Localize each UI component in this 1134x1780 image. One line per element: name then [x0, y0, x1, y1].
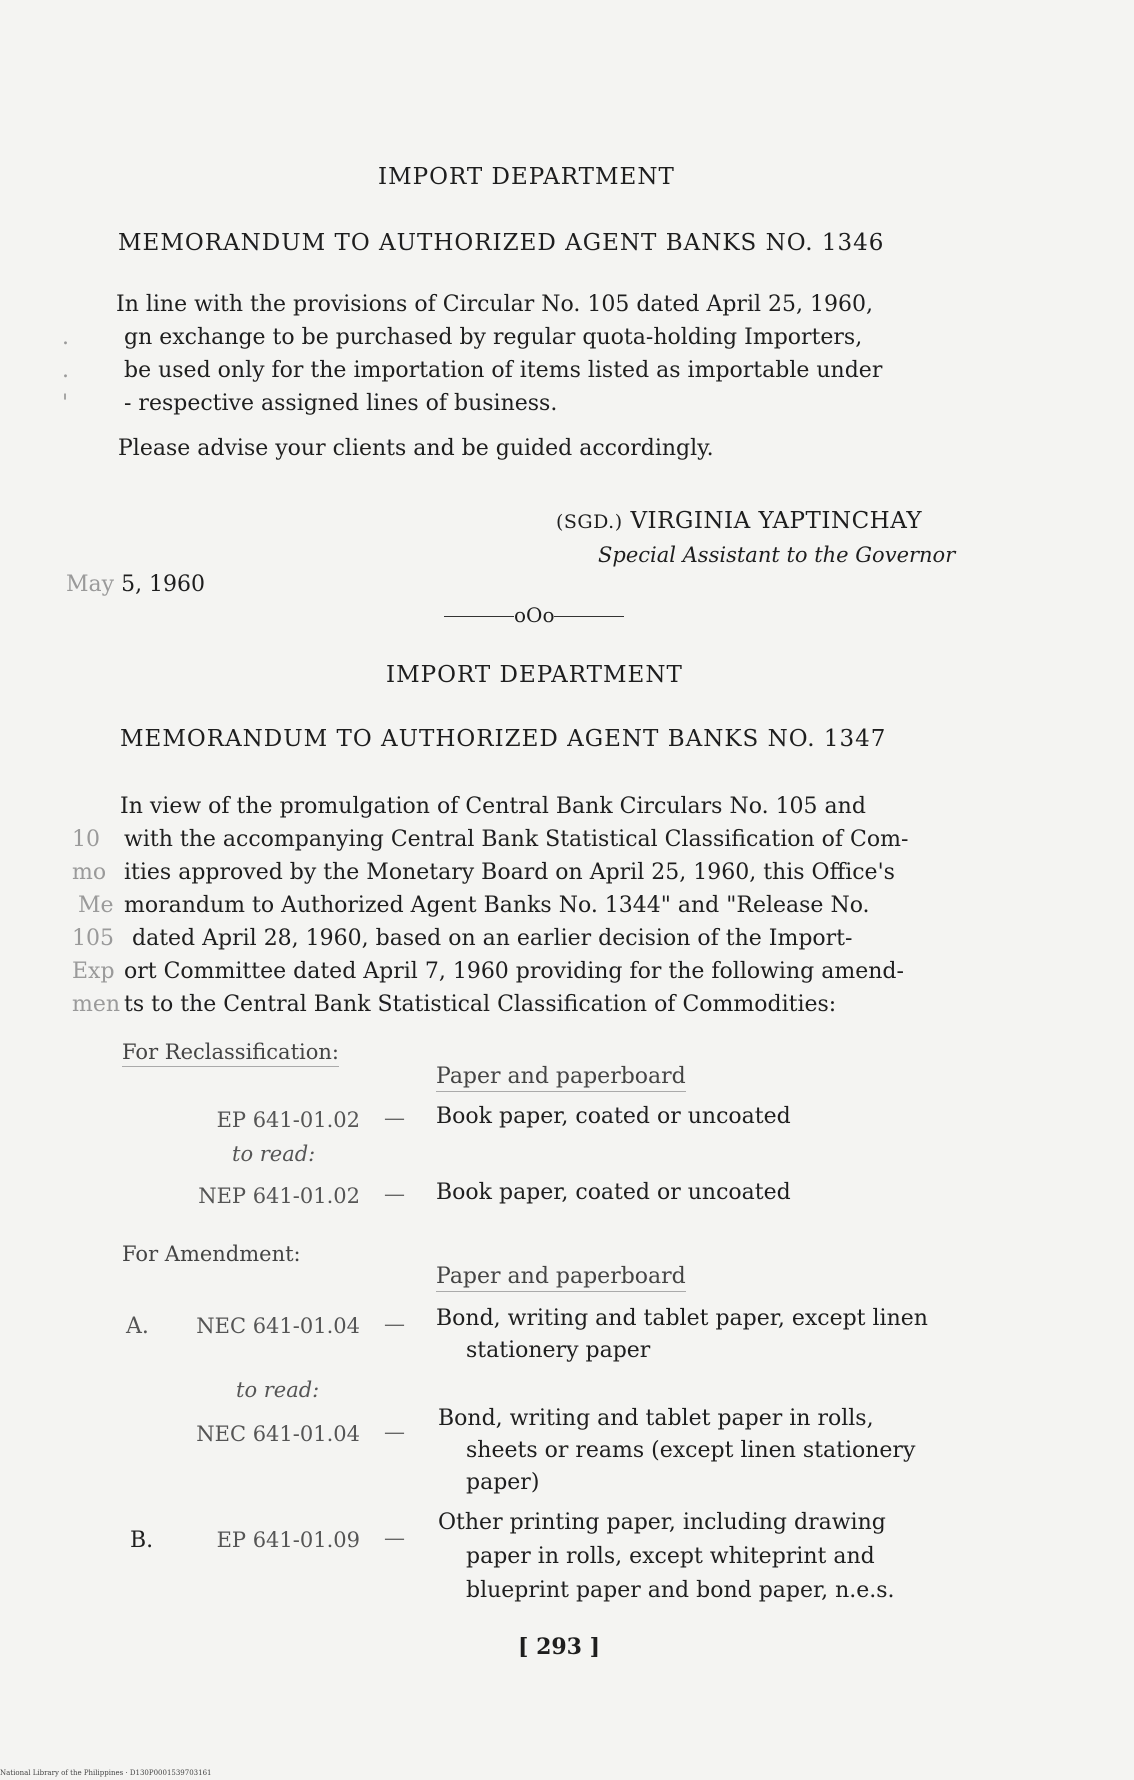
signatory-name: VIRGINIA YAPTINCHAY [630, 508, 923, 534]
amend-group [436, 1264, 686, 1289]
reclass-code-old: EP 641-01.02 [216, 1108, 360, 1132]
dash: — [384, 1526, 405, 1550]
memo1-signature [556, 508, 922, 534]
separator-mark: oOo [514, 603, 555, 627]
memo1-body [0, 288, 1134, 428]
item-a-new-desc-line: sheets or reams (except linen stationery [466, 1438, 916, 1463]
reclass-desc-new: Book paper, coated or uncoated [436, 1180, 791, 1205]
reclass-desc-old: Book paper, coated or uncoated [436, 1104, 791, 1129]
memo2-title: MEMORANDUM TO AUTHORIZED AGENT BANKS NO. 1347 [120, 726, 887, 752]
amendment-label: For Amendment: [122, 1242, 301, 1266]
reclass-to-read: to read: [232, 1142, 316, 1166]
scan-footer: National Library of the Philippines · D130P0001539703161 [0, 1769, 212, 1777]
memo1-body-line: be used only for the importation of items listed as importable under [124, 358, 883, 383]
memo2-body-prefix: Exp [72, 959, 115, 984]
memo2-body-prefix: 105 [72, 926, 114, 951]
memo2-body-line: ts to the Central Bank Statistical Classification of Commodities: [124, 992, 837, 1017]
item-b-desc-line: Other printing paper, including drawing [438, 1510, 886, 1535]
page-number: [ 293 ] [518, 1634, 601, 1660]
signatory-title: Special Assistant to the Governor [598, 543, 956, 567]
memo2-body-line: In view of the promulgation of Central Bank Circulars No. 105 and [120, 794, 866, 819]
reclass-code-new: NEP 641-01.02 [198, 1184, 360, 1208]
item-a-code: NEC 641-01.04 [196, 1314, 360, 1338]
memo2-body-line: dated April 28, 1960, based on an earlier decision of the Import- [132, 926, 853, 951]
memo1-body-prefix: . [62, 358, 69, 383]
memo2-body-prefix: 10 [72, 827, 100, 852]
section-separator [444, 603, 624, 627]
dash: — [384, 1182, 405, 1206]
memo2-body-line: morandum to Authorized Agent Banks No. 1344" and "Release No. [124, 893, 870, 918]
reclass-group [436, 1064, 686, 1089]
memo2-department: IMPORT DEPARTMENT [386, 662, 683, 688]
memo1-body-prefix: ' [62, 391, 69, 416]
dash: — [384, 1106, 405, 1130]
item-a-new-desc-line: paper) [466, 1470, 540, 1495]
amend-group-text: Paper and paperboard [436, 1264, 686, 1292]
separator-rule-left [444, 616, 514, 617]
sgd-mark: (SGD.) [556, 511, 623, 533]
dash: — [384, 1312, 405, 1336]
memo2-body [0, 790, 1134, 1030]
item-a-to-read: to read: [236, 1378, 320, 1402]
memo2-body-prefix: mo [72, 860, 107, 885]
memo1-advice: Please advise your clients and be guided accordingly. [118, 436, 714, 461]
item-a-desc-line: stationery paper [466, 1338, 651, 1363]
item-a-new-code: NEC 641-01.04 [196, 1422, 360, 1446]
item-a-new-desc-line: Bond, writing and tablet paper in rolls, [438, 1406, 874, 1431]
memo2-body-prefix: Me [78, 893, 114, 918]
reclassification-label-text: For Reclassification: [122, 1040, 339, 1067]
memo2-body-line: ort Committee dated April 7, 1960 providing for the following amend- [124, 959, 904, 984]
separator-rule-right [554, 616, 624, 617]
reclassification-label [122, 1040, 339, 1064]
memo2-body-prefix: men [72, 992, 121, 1017]
memo1-body-line: gn exchange to be purchased by regular quota-holding Importers, [124, 325, 863, 350]
memo1-date-value: 5, 1960 [121, 572, 206, 597]
item-b-letter: B. [130, 1528, 154, 1553]
dash: — [384, 1420, 405, 1444]
memo1-department: IMPORT DEPARTMENT [378, 164, 675, 190]
item-b-desc-line: blueprint paper and bond paper, n.e.s. [466, 1578, 895, 1603]
memo1-title: MEMORANDUM TO AUTHORIZED AGENT BANKS NO. 1346 [118, 230, 885, 256]
item-b-code: EP 641-01.09 [216, 1528, 360, 1552]
item-a-letter: A. [126, 1314, 149, 1339]
memo1-body-prefix: . [62, 325, 69, 350]
memo1-date-prefix: May [66, 572, 115, 597]
memo2-body-line: ities approved by the Monetary Board on April 25, 1960, this Office's [124, 860, 895, 885]
memo2-body-line: with the accompanying Central Bank Statistical Classification of Com- [124, 827, 909, 852]
item-b-desc-line: paper in rolls, except whiteprint and [466, 1544, 875, 1569]
memo1-body-line: - respective assigned lines of business. [124, 391, 558, 416]
item-a-desc-line: Bond, writing and tablet paper, except linen [436, 1306, 928, 1331]
reclass-group-text: Paper and paperboard [436, 1064, 686, 1092]
memo1-date [66, 572, 205, 597]
memo1-body-line: In line with the provisions of Circular No. 105 dated April 25, 1960, [116, 292, 873, 317]
